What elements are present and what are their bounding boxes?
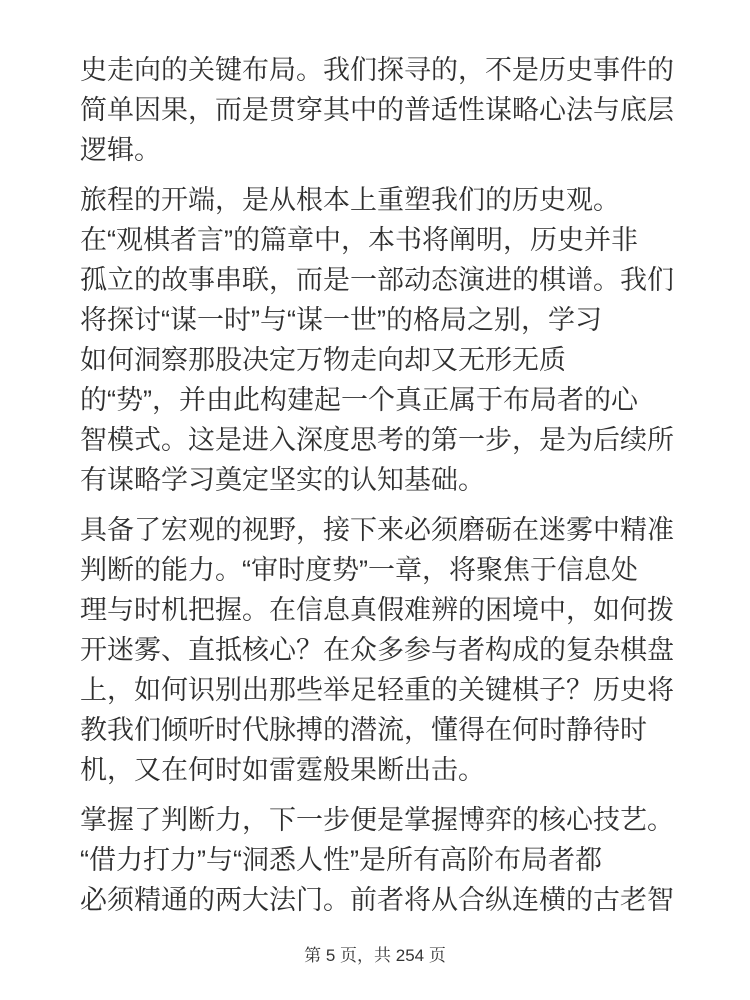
text-line: 旅程的开端，是从根本上重塑我们的历史观。: [80, 185, 620, 215]
text-line: 如何洞察那股决定万物走向却又无形无质: [80, 345, 566, 375]
paragraph: [80, 510, 674, 790]
paragraph: [80, 50, 674, 170]
text-line: 理与时机把握。在信息真假难辨的困境中，如何拨: [80, 595, 674, 625]
text-line: 机，又在何时如雷霆般果断出击。: [80, 755, 485, 785]
paragraph: [80, 180, 674, 500]
text-line: 必须精通的两大法门。前者将从合纵连横的古老智: [80, 885, 674, 915]
text-line: 逻辑。: [80, 135, 161, 165]
text-line: 史走向的关键布局。我们探寻的，不是历史事件的: [80, 55, 674, 85]
text-line: 有谋略学习奠定坚实的认知基础。: [80, 465, 485, 495]
text-line: 孤立的故事串联，而是一部动态演进的棋谱。我们: [80, 265, 674, 295]
text-line: 智模式。这是进入深度思考的第一步，是为后续所: [80, 425, 674, 455]
text-line: 的“势”，并由此构建起一个真正属于布局者的心: [80, 385, 638, 415]
text-line: 判断的能力。“审时度势”一章，将聚焦于信息处: [80, 555, 638, 585]
text-line: 在“观棋者言”的篇章中，本书将阐明，历史并非: [80, 225, 638, 255]
text-line: 上，如何识别出那些举足轻重的关键棋子？历史将: [80, 675, 674, 705]
page-footer: [0, 944, 750, 968]
text-line: 开迷雾、直抵核心？在众多参与者构成的复杂棋盘: [80, 635, 674, 665]
text-line: 将探讨“谋一时”与“谋一世”的格局之别，学习: [80, 305, 602, 335]
text-line: 掌握了判断力，下一步便是掌握博弈的核心技艺。: [80, 805, 674, 835]
page-number-label: 第 5 页，共 254 页: [304, 946, 446, 965]
text-line: 简单因果，而是贯穿其中的普适性谋略心法与底层: [80, 95, 674, 125]
paragraph: [80, 800, 674, 920]
text-line: “借力打力”与“洞悉人性”是所有高阶布局者都: [80, 845, 602, 875]
text-line: 教我们倾听时代脉搏的潜流，懂得在何时静待时: [80, 715, 647, 745]
text-line: 具备了宏观的视野，接下来必须磨砺在迷雾中精准: [80, 515, 674, 545]
